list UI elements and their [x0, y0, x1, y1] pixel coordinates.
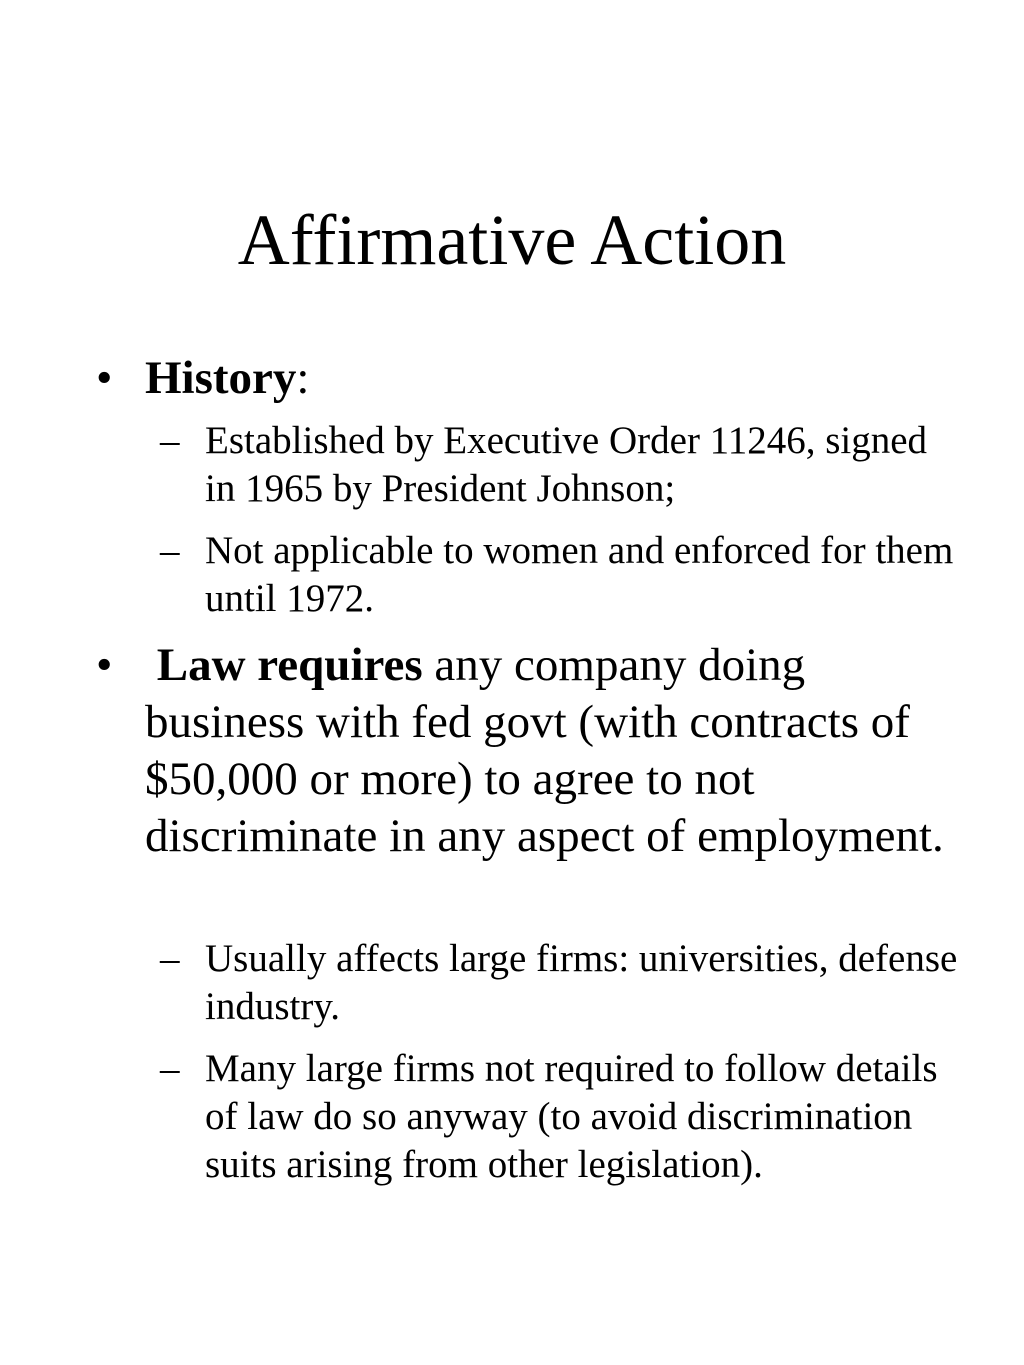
slide-title: Affirmative Action: [237, 200, 787, 280]
bullet-text: [145, 637, 945, 865]
bullet-body: :: [296, 352, 310, 404]
bullet-body: any company doing business with fed govt (with contracts of $50,000 or more) to agree to not discriminate in any aspect of employment.: [145, 639, 944, 862]
sub-bullet-text: Established by Executive Order 11246, signed in 1965 by President Johnson;: [205, 419, 928, 510]
dash-marker: –: [160, 1047, 180, 1090]
sub-bullet-text: Not applicable to women and enforced for them until 1972.: [205, 529, 954, 620]
sub-bullet-text: Many large firms not required to follow details of law do so anyway (to avoid discrimination suits arising from other legislation).: [205, 1047, 938, 1186]
dash-marker: –: [160, 937, 180, 980]
bullet-marker: •: [96, 352, 113, 404]
bullet-heading: History: [145, 352, 297, 404]
bullet-text: [145, 350, 945, 407]
dash-marker: –: [160, 529, 180, 572]
dash-marker: –: [160, 419, 180, 462]
bullet-heading: Law requires: [156, 639, 423, 691]
bullet-marker: •: [96, 639, 113, 691]
sub-bullet-text: Usually affects large firms: universities, defense industry.: [205, 937, 958, 1028]
